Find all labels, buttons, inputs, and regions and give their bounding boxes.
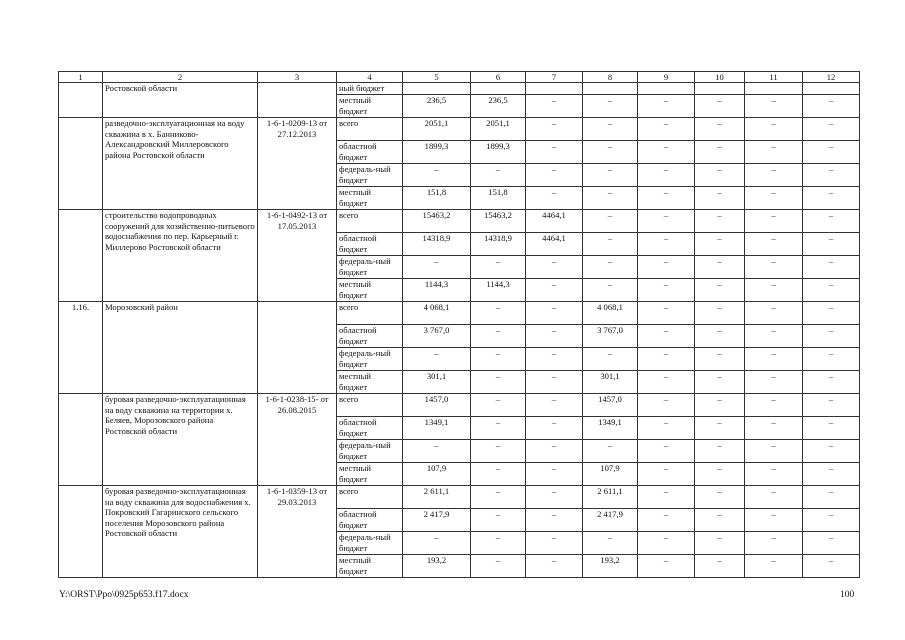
amount-cell: – bbox=[638, 509, 695, 532]
amount-cell: – bbox=[583, 95, 638, 118]
amount-cell: 236,5 bbox=[471, 95, 526, 118]
amount-cell bbox=[695, 83, 745, 95]
column-number-header: 1 bbox=[59, 72, 103, 83]
amount-cell: – bbox=[695, 141, 745, 164]
amount-cell: 193,2 bbox=[403, 555, 471, 578]
funding-source-cell: местный бюджет bbox=[337, 463, 403, 486]
object-code-cell: 1-6-1-0238-15- от 26.08.2015 bbox=[258, 394, 337, 486]
amount-cell: – bbox=[745, 279, 803, 302]
column-number-header: 9 bbox=[638, 72, 695, 83]
amount-cell: 301,1 bbox=[583, 371, 638, 394]
amount-cell: – bbox=[745, 210, 803, 233]
item-number-cell bbox=[59, 118, 103, 210]
amount-cell: – bbox=[583, 141, 638, 164]
amount-cell: – bbox=[803, 233, 860, 256]
amount-cell: – bbox=[583, 532, 638, 555]
amount-cell: – bbox=[745, 394, 803, 417]
amount-cell: – bbox=[803, 532, 860, 555]
amount-cell: – bbox=[403, 256, 471, 279]
amount-cell: 15463,2 bbox=[403, 210, 471, 233]
amount-cell: – bbox=[803, 463, 860, 486]
amount-cell: – bbox=[695, 440, 745, 463]
amount-cell: 2 417,9 bbox=[583, 509, 638, 532]
amount-cell: 1899,3 bbox=[471, 141, 526, 164]
funding-source-cell: всего bbox=[337, 302, 403, 325]
table-row bbox=[59, 394, 860, 417]
amount-cell: 4464,1 bbox=[526, 233, 583, 256]
amount-cell: – bbox=[745, 348, 803, 371]
amount-cell: – bbox=[471, 256, 526, 279]
funding-source-cell: местный бюджет bbox=[337, 279, 403, 302]
amount-cell: – bbox=[803, 210, 860, 233]
amount-cell: – bbox=[583, 348, 638, 371]
item-number-cell bbox=[59, 394, 103, 486]
column-number-header: 2 bbox=[103, 72, 258, 83]
funding-source-cell: всего bbox=[337, 210, 403, 233]
item-number-cell: 1.16. bbox=[59, 302, 103, 394]
amount-cell: – bbox=[695, 118, 745, 141]
amount-cell: – bbox=[803, 440, 860, 463]
amount-cell: – bbox=[638, 486, 695, 509]
amount-cell: – bbox=[695, 486, 745, 509]
amount-cell: – bbox=[526, 348, 583, 371]
amount-cell: – bbox=[471, 302, 526, 325]
amount-cell: – bbox=[526, 555, 583, 578]
amount-cell: 2 417,9 bbox=[403, 509, 471, 532]
amount-cell: – bbox=[471, 555, 526, 578]
amount-cell: – bbox=[695, 325, 745, 348]
amount-cell: – bbox=[403, 440, 471, 463]
funding-source-cell: местный бюджет bbox=[337, 371, 403, 394]
amount-cell: – bbox=[745, 118, 803, 141]
funding-source-cell: федераль-ный бюджет bbox=[337, 256, 403, 279]
table-row bbox=[59, 302, 860, 325]
amount-cell: – bbox=[583, 440, 638, 463]
column-number-header: 11 bbox=[745, 72, 803, 83]
amount-cell: – bbox=[526, 302, 583, 325]
amount-cell: – bbox=[471, 417, 526, 440]
header-row bbox=[59, 72, 860, 83]
budget-table bbox=[58, 71, 860, 578]
amount-cell: – bbox=[695, 417, 745, 440]
column-number-header: 5 bbox=[403, 72, 471, 83]
amount-cell: – bbox=[803, 95, 860, 118]
amount-cell: 151,8 bbox=[471, 187, 526, 210]
object-code-cell: 1-6-1-0492-13 от 17.05.2013 bbox=[258, 210, 337, 302]
funding-source-cell: местный бюджет bbox=[337, 555, 403, 578]
amount-cell: – bbox=[471, 394, 526, 417]
amount-cell: 107,9 bbox=[583, 463, 638, 486]
amount-cell: – bbox=[471, 371, 526, 394]
amount-cell: – bbox=[695, 532, 745, 555]
amount-cell: – bbox=[583, 187, 638, 210]
amount-cell: – bbox=[638, 394, 695, 417]
amount-cell: 2 611,1 bbox=[403, 486, 471, 509]
item-number-cell bbox=[59, 486, 103, 578]
amount-cell: – bbox=[745, 141, 803, 164]
funding-source-cell: местный бюджет bbox=[337, 187, 403, 210]
amount-cell: 14318,9 bbox=[403, 233, 471, 256]
amount-cell: 15463,2 bbox=[471, 210, 526, 233]
amount-cell: 236,5 bbox=[403, 95, 471, 118]
column-number-header: 4 bbox=[337, 72, 403, 83]
amount-cell: – bbox=[403, 348, 471, 371]
amount-cell: – bbox=[471, 164, 526, 187]
amount-cell: – bbox=[471, 440, 526, 463]
amount-cell: – bbox=[638, 187, 695, 210]
amount-cell: – bbox=[803, 164, 860, 187]
amount-cell: – bbox=[695, 463, 745, 486]
amount-cell: – bbox=[745, 371, 803, 394]
amount-cell: – bbox=[695, 233, 745, 256]
amount-cell: – bbox=[471, 325, 526, 348]
amount-cell: – bbox=[638, 279, 695, 302]
object-code-cell bbox=[258, 83, 337, 118]
amount-cell: 1899,3 bbox=[403, 141, 471, 164]
column-number-header: 7 bbox=[526, 72, 583, 83]
amount-cell: – bbox=[745, 440, 803, 463]
object-name-cell: строительство водопроводных сооружений для хозяйственно-питьевого водоснабжения по пер. Карьерный г. Миллерово Ростовской области bbox=[103, 210, 258, 302]
amount-cell: – bbox=[638, 95, 695, 118]
amount-cell: – bbox=[803, 555, 860, 578]
amount-cell: – bbox=[526, 279, 583, 302]
amount-cell: – bbox=[526, 532, 583, 555]
column-number-header: 3 bbox=[258, 72, 337, 83]
amount-cell: – bbox=[638, 532, 695, 555]
amount-cell: – bbox=[803, 141, 860, 164]
amount-cell: 2051,1 bbox=[471, 118, 526, 141]
amount-cell: – bbox=[638, 302, 695, 325]
amount-cell: – bbox=[526, 440, 583, 463]
amount-cell: – bbox=[745, 509, 803, 532]
amount-cell: – bbox=[745, 302, 803, 325]
item-number-cell bbox=[59, 210, 103, 302]
amount-cell: 4464,1 bbox=[526, 210, 583, 233]
column-number-header: 6 bbox=[471, 72, 526, 83]
funding-source-cell: федераль-ный бюджет bbox=[337, 348, 403, 371]
amount-cell: – bbox=[803, 118, 860, 141]
amount-cell: 1349,1 bbox=[583, 417, 638, 440]
amount-cell: – bbox=[526, 325, 583, 348]
amount-cell: – bbox=[803, 325, 860, 348]
object-code-cell: 1-6-1-0359-13 от 29.03.2013 bbox=[258, 486, 337, 578]
amount-cell: 4 068,1 bbox=[583, 302, 638, 325]
amount-cell: – bbox=[803, 279, 860, 302]
amount-cell: – bbox=[526, 371, 583, 394]
amount-cell: 193,2 bbox=[583, 555, 638, 578]
amount-cell: 1144,3 bbox=[471, 279, 526, 302]
amount-cell: – bbox=[803, 509, 860, 532]
footer-page-number: 100 bbox=[840, 590, 855, 600]
amount-cell: 1457,0 bbox=[403, 394, 471, 417]
amount-cell: – bbox=[583, 256, 638, 279]
amount-cell: – bbox=[583, 279, 638, 302]
amount-cell: – bbox=[638, 348, 695, 371]
amount-cell: – bbox=[745, 256, 803, 279]
object-name-cell: буровая разведочно-эксплуатационная на воду скважина на территории х. Беляев, Морозовского района Ростовской области bbox=[103, 394, 258, 486]
amount-cell: – bbox=[471, 509, 526, 532]
amount-cell: – bbox=[526, 164, 583, 187]
amount-cell: – bbox=[638, 371, 695, 394]
amount-cell: – bbox=[583, 233, 638, 256]
amount-cell: – bbox=[526, 417, 583, 440]
footer-file-path: Y:\ORST\Ppo\0925p653.f17.docx bbox=[59, 590, 189, 600]
amount-cell: – bbox=[745, 486, 803, 509]
amount-cell: 301,1 bbox=[403, 371, 471, 394]
object-name-cell: буровая разведочно-эксплуатационная на воду скважина для водоснабжения х. Покровский Гагаринского сельского поселения Морозовского района Ростовской области bbox=[103, 486, 258, 578]
amount-cell: – bbox=[695, 187, 745, 210]
amount-cell bbox=[803, 83, 860, 95]
amount-cell: 1457,0 bbox=[583, 394, 638, 417]
amount-cell: – bbox=[803, 256, 860, 279]
amount-cell: – bbox=[695, 279, 745, 302]
amount-cell: – bbox=[638, 141, 695, 164]
object-name-cell: Морозовский район bbox=[103, 302, 258, 394]
table-row bbox=[59, 486, 860, 509]
amount-cell: – bbox=[638, 417, 695, 440]
amount-cell bbox=[471, 83, 526, 95]
amount-cell: – bbox=[526, 187, 583, 210]
amount-cell: – bbox=[745, 463, 803, 486]
funding-source-cell: местный бюджет bbox=[337, 95, 403, 118]
column-number-header: 10 bbox=[695, 72, 745, 83]
amount-cell: – bbox=[695, 509, 745, 532]
object-code-cell bbox=[258, 302, 337, 394]
funding-source-cell: областной бюджет bbox=[337, 325, 403, 348]
funding-source-cell: федераль-ный бюджет bbox=[337, 532, 403, 555]
amount-cell: – bbox=[695, 210, 745, 233]
amount-cell: – bbox=[638, 210, 695, 233]
amount-cell: – bbox=[526, 256, 583, 279]
amount-cell: – bbox=[803, 371, 860, 394]
amount-cell: 14318,9 bbox=[471, 233, 526, 256]
amount-cell: – bbox=[638, 256, 695, 279]
amount-cell: – bbox=[745, 187, 803, 210]
column-number-header: 12 bbox=[803, 72, 860, 83]
amount-cell: 3 767,0 bbox=[583, 325, 638, 348]
amount-cell: 2051,1 bbox=[403, 118, 471, 141]
funding-source-cell: областной бюджет bbox=[337, 233, 403, 256]
amount-cell: – bbox=[471, 532, 526, 555]
amount-cell: – bbox=[803, 417, 860, 440]
amount-cell: – bbox=[526, 486, 583, 509]
amount-cell: – bbox=[583, 210, 638, 233]
table-row bbox=[59, 83, 860, 95]
amount-cell: – bbox=[526, 95, 583, 118]
amount-cell bbox=[403, 83, 471, 95]
amount-cell bbox=[526, 83, 583, 95]
amount-cell: – bbox=[745, 417, 803, 440]
amount-cell: – bbox=[583, 118, 638, 141]
amount-cell: 151,8 bbox=[403, 187, 471, 210]
amount-cell: – bbox=[745, 555, 803, 578]
amount-cell: – bbox=[695, 95, 745, 118]
amount-cell: – bbox=[638, 118, 695, 141]
amount-cell: 4 068,1 bbox=[403, 302, 471, 325]
funding-source-cell: всего bbox=[337, 118, 403, 141]
amount-cell: – bbox=[638, 164, 695, 187]
amount-cell: – bbox=[526, 463, 583, 486]
amount-cell: 3 767,0 bbox=[403, 325, 471, 348]
amount-cell: – bbox=[745, 95, 803, 118]
amount-cell: – bbox=[471, 463, 526, 486]
amount-cell: – bbox=[803, 394, 860, 417]
table-row bbox=[59, 118, 860, 141]
amount-cell: – bbox=[695, 394, 745, 417]
table-row bbox=[59, 210, 860, 233]
funding-source-cell: федераль-ный бюджет bbox=[337, 164, 403, 187]
amount-cell: – bbox=[695, 302, 745, 325]
column-number-header: 8 bbox=[583, 72, 638, 83]
amount-cell: 1349,1 bbox=[403, 417, 471, 440]
amount-cell: – bbox=[526, 118, 583, 141]
funding-source-cell: всего bbox=[337, 394, 403, 417]
funding-source-cell: областной бюджет bbox=[337, 417, 403, 440]
item-number-cell bbox=[59, 83, 103, 118]
amount-cell: 2 611,1 bbox=[583, 486, 638, 509]
amount-cell: – bbox=[803, 348, 860, 371]
amount-cell: – bbox=[695, 555, 745, 578]
object-name-cell: Ростовской области bbox=[103, 83, 258, 118]
amount-cell: 107,9 bbox=[403, 463, 471, 486]
object-name-cell: разведочно-эксплуатационная на воду скважина в х. Банниково-Александровский Миллеровского района Ростовской области bbox=[103, 118, 258, 210]
amount-cell: – bbox=[803, 187, 860, 210]
amount-cell: – bbox=[745, 233, 803, 256]
amount-cell: – bbox=[695, 256, 745, 279]
amount-cell: – bbox=[638, 233, 695, 256]
amount-cell: – bbox=[526, 509, 583, 532]
amount-cell: – bbox=[638, 555, 695, 578]
amount-cell: – bbox=[526, 394, 583, 417]
amount-cell: – bbox=[695, 371, 745, 394]
amount-cell: – bbox=[745, 164, 803, 187]
funding-source-cell: всего bbox=[337, 486, 403, 509]
amount-cell: – bbox=[583, 164, 638, 187]
funding-source-cell: ный бюджет bbox=[337, 83, 403, 95]
amount-cell: – bbox=[471, 486, 526, 509]
amount-cell: – bbox=[695, 348, 745, 371]
amount-cell bbox=[638, 83, 695, 95]
amount-cell: – bbox=[745, 532, 803, 555]
amount-cell: – bbox=[403, 532, 471, 555]
amount-cell bbox=[583, 83, 638, 95]
amount-cell: – bbox=[638, 440, 695, 463]
amount-cell: – bbox=[526, 141, 583, 164]
funding-source-cell: областной бюджет bbox=[337, 509, 403, 532]
amount-cell: – bbox=[745, 325, 803, 348]
amount-cell: – bbox=[471, 348, 526, 371]
object-code-cell: 1-6-1-0209-13 от 27.12.2013 bbox=[258, 118, 337, 210]
amount-cell bbox=[745, 83, 803, 95]
amount-cell: – bbox=[695, 164, 745, 187]
amount-cell: – bbox=[638, 463, 695, 486]
amount-cell: – bbox=[638, 325, 695, 348]
amount-cell: – bbox=[403, 164, 471, 187]
amount-cell: – bbox=[803, 486, 860, 509]
amount-cell: 1144,3 bbox=[403, 279, 471, 302]
amount-cell: – bbox=[803, 302, 860, 325]
funding-source-cell: федераль-ный бюджет bbox=[337, 440, 403, 463]
funding-source-cell: областной бюджет bbox=[337, 141, 403, 164]
